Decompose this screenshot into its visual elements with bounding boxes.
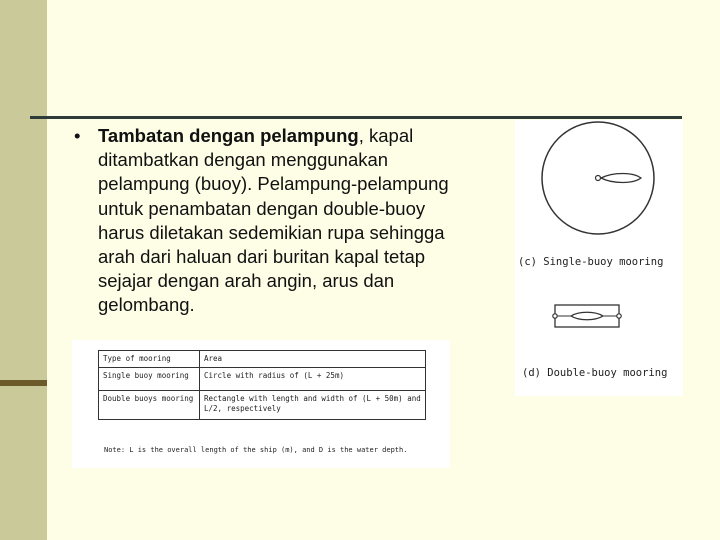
paragraph-lead: Tambatan dengan pelampung bbox=[98, 125, 359, 146]
buoy-marker bbox=[553, 314, 557, 318]
mooring-area-table-image bbox=[72, 340, 450, 468]
buoy-marker bbox=[617, 314, 621, 318]
bullet-paragraph bbox=[74, 124, 474, 318]
table-cell: Double buoys mooring bbox=[99, 391, 200, 420]
title-divider bbox=[30, 116, 682, 119]
table-row bbox=[99, 391, 426, 420]
ship-outline bbox=[601, 174, 641, 183]
table-row bbox=[99, 368, 426, 391]
caption-single-buoy: (c) Single-buoy mooring bbox=[518, 256, 664, 268]
mooring-area-table bbox=[98, 350, 426, 420]
table-header-row bbox=[99, 351, 426, 368]
mooring-figure-image bbox=[515, 120, 683, 396]
ship-outline bbox=[571, 312, 603, 320]
left-accent-bar-dark bbox=[0, 380, 47, 386]
bullet-marker: • bbox=[74, 125, 81, 146]
table-note: Note: L is the overall length of the ship (m), and D is the water depth. bbox=[104, 446, 408, 454]
paragraph-text: , kapal ditambatkan dengan menggunakan pelampung (buoy). Pelampung-pelampung untuk penambatan dengan double-buoy harus diletakan sedemikian rupa sehingga arah dari haluan dari buritan kapal tetap sejajar dengan arah angin, arus dan gelombang. bbox=[98, 125, 449, 316]
table-cell: Rectangle with length and width of (L + 50m) and L/2, respectively bbox=[200, 391, 426, 420]
table-cell: Single buoy mooring bbox=[99, 368, 200, 391]
left-accent-bar bbox=[0, 0, 47, 540]
table-cell: Circle with radius of (L + 25m) bbox=[200, 368, 426, 391]
caption-double-buoy: (d) Double-buoy mooring bbox=[522, 367, 668, 379]
table-header-cell: Area bbox=[200, 351, 426, 368]
table-header-cell: Type of mooring bbox=[99, 351, 200, 368]
